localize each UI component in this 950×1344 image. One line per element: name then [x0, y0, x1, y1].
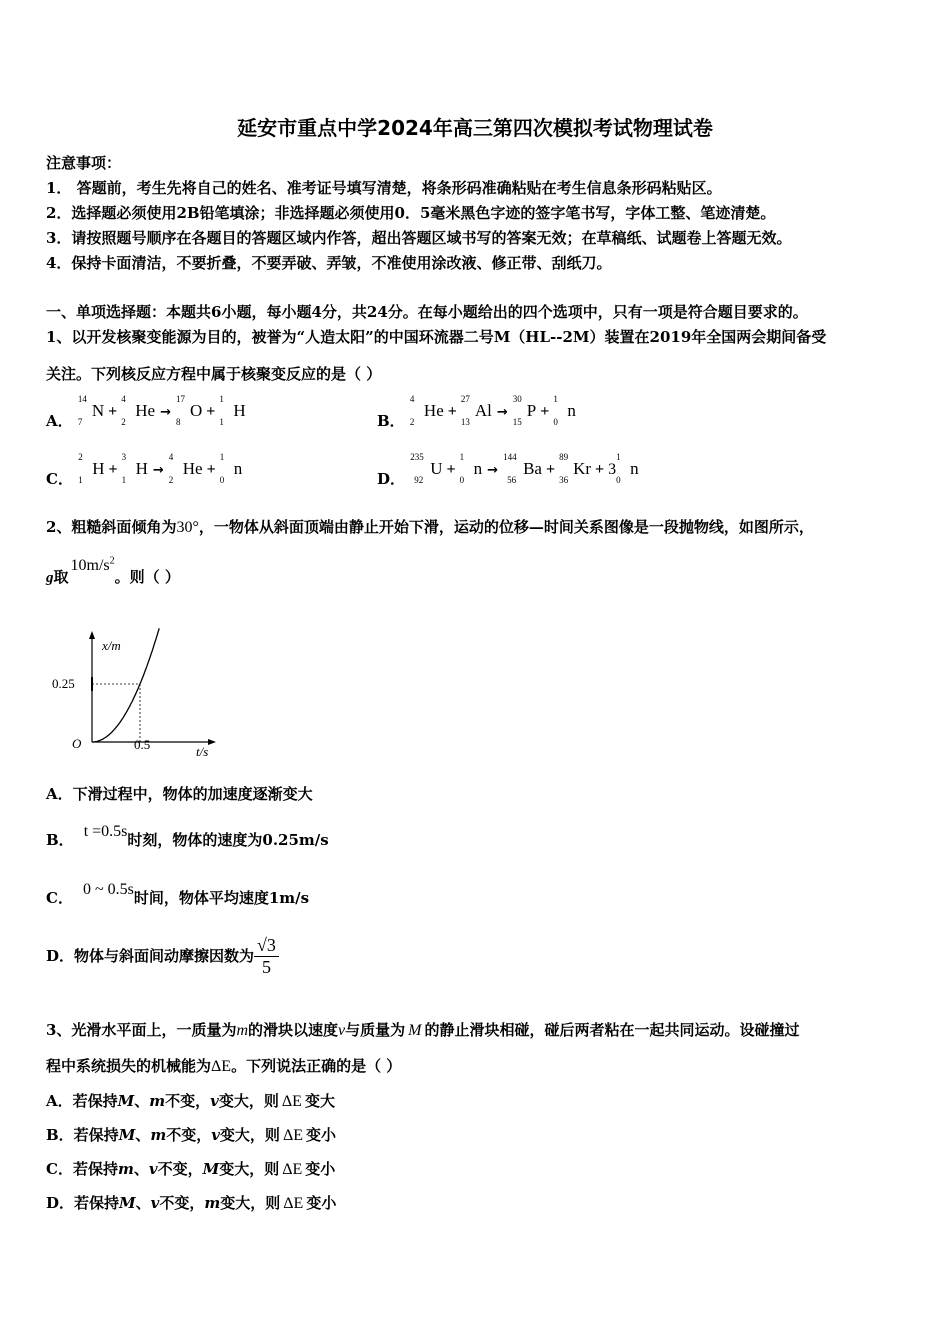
y-axis-arrow	[89, 631, 95, 639]
q1-option-b: B． 4 2 He + 27 13 Al → 30 15 P + 1 0 n	[377, 394, 576, 430]
nuclide: 89 36 Kr	[559, 452, 592, 485]
q1-option-a: A． 14 7 N + 4 2 He → 17 8 O + 1 1 H	[46, 394, 246, 430]
nuclide: 1 0 n	[616, 452, 639, 485]
xt-graph	[44, 622, 234, 760]
q1-option-d-label: D．	[377, 470, 406, 488]
delta-e: ΔE	[211, 1058, 232, 1075]
q1-option-c: C． 2 1 H + 3 1 H → 4 2 He + 1 0 n	[46, 452, 243, 488]
coefficient: 3	[608, 461, 617, 478]
time-range: 0 ~ 0.5s	[82, 881, 134, 898]
nuclide: 4 2 He	[121, 394, 156, 427]
x-axis-arrow	[208, 739, 216, 745]
angle-value: 30°	[176, 519, 199, 536]
q3-stem-line1: 3、光滑水平面上，一质量为m的滑块以速度v与质量为 M 的静止滑块相碰，碰后两者粘在一起共同运动。设碰撞过	[46, 1021, 800, 1039]
q2-option-b: B． t =0.5s时刻，物体的速度为0.25m/s	[46, 823, 329, 849]
nuclide: 4 2 He	[409, 394, 444, 427]
notice-item-3: 3．请按照题号顺序在各题目的答题区域内作答，超出答题区域书写的答案无效；在草稿纸、试题卷上答题无效。	[46, 229, 792, 247]
x-axis-label: t/s	[196, 744, 209, 759]
origin-label: O	[72, 736, 82, 751]
nuclide: 1 0 n	[219, 452, 243, 485]
nuclide: 1 0 n	[553, 394, 576, 427]
q1-stem-line2: 关注。下列核反应方程中属于核聚变反应的是（ ）	[46, 365, 382, 383]
q2-stem-line1: 2、粗糙斜面倾角为30°，一物体从斜面顶端由静止开始下滑，运动的位移—时间关系图像是一段抛物线，如图所示，	[46, 518, 814, 536]
nuclide: 144 56 Ba	[503, 452, 542, 485]
q2-option-d: D．物体与斜面间动摩擦因数为 $\frac{√3}{5}$	[46, 935, 279, 978]
page-title: 延安市重点中学2024年高三第四次模拟考试物理试卷	[237, 116, 713, 140]
nuclide: 14 7 N	[77, 394, 105, 427]
nuclide: 27 13 Al	[460, 394, 492, 427]
notice-heading: 注意事项：	[46, 154, 122, 172]
q3-stem-line2: 程中系统损失的机械能为ΔE。下列说法正确的是（ ）	[46, 1057, 402, 1075]
q2-stem-line2: g取$10m/s^2$。则（ ）	[46, 555, 180, 586]
q1-option-d: D． 235 92 U + 1 0 n → 144 56 Ba + 89 36 Kr + 3 1 0 n	[377, 452, 639, 488]
notice-item-1: 1． 答题前，考生先将自己的姓名、准考证号填写清楚，将条形码准确粘贴在考生信息条形码粘贴区。	[46, 179, 722, 197]
q3-option-c: C．若保持m、v不变，M变大，则 ΔE 变小	[46, 1160, 336, 1178]
q3-option-a: A．若保持M、m不变，v变大，则 ΔE 变大	[46, 1092, 335, 1110]
nuclide: 235 92 U	[410, 452, 443, 485]
q3-option-b: B．若保持M、m不变，v变大，则 ΔE 变小	[46, 1126, 337, 1144]
nuclide: 17 8 O	[176, 394, 203, 427]
q2-option-c: C． 0 ~ 0.5s时间，物体平均速度1m/s	[46, 881, 310, 907]
y-axis-label: x/m	[102, 638, 121, 653]
nuclide: 4 2 He	[168, 452, 203, 485]
q1-stem-line1: 1、以开发核聚变能源为目的，被誉为“人造太阳”的中国环流器二号M（HL--2M）装置在2019年全国两会期间备受	[46, 328, 827, 346]
nuclide: 3 1 H	[121, 452, 148, 485]
q3-option-d: D．若保持M、v不变，m变大，则 ΔE 变小	[46, 1194, 337, 1212]
x-tick-label: 0.5	[134, 737, 151, 752]
notice-item-4: 4．保持卡面清洁，不要折叠，不要弄破、弄皱，不准使用涂改液、修正带、刮纸刀。	[46, 254, 612, 272]
nuclide: 1 0 n	[459, 452, 483, 485]
nuclide: 1 1 H	[219, 394, 246, 427]
q1-option-b-label: B．	[377, 412, 405, 430]
section-heading: 一、单项选择题：本题共6小题，每小题4分，共24分。在每小题给出的四个选项中，只有一项是符合题目要求的。	[46, 303, 808, 321]
q1-option-c-label: C．	[46, 470, 73, 488]
g-value: $10m/s^2$	[70, 555, 115, 574]
friction-fraction: $\frac{√3}{5}$	[254, 935, 279, 978]
time-value: t =0.5s	[83, 823, 128, 840]
q1-option-a-label: A．	[46, 412, 73, 430]
notice-item-2: 2．选择题必须使用2B铅笔填涂；非选择题必须使用0．5毫米黑色字迹的签字笔书写，字体工整、笔迹清楚。	[46, 204, 776, 222]
y-tick-label: 0.25	[52, 676, 75, 691]
nuclide: 2 1 H	[78, 452, 105, 485]
q2-option-a: A．下滑过程中，物体的加速度逐渐变大	[46, 785, 313, 803]
nuclide: 30 15 P	[512, 394, 537, 427]
